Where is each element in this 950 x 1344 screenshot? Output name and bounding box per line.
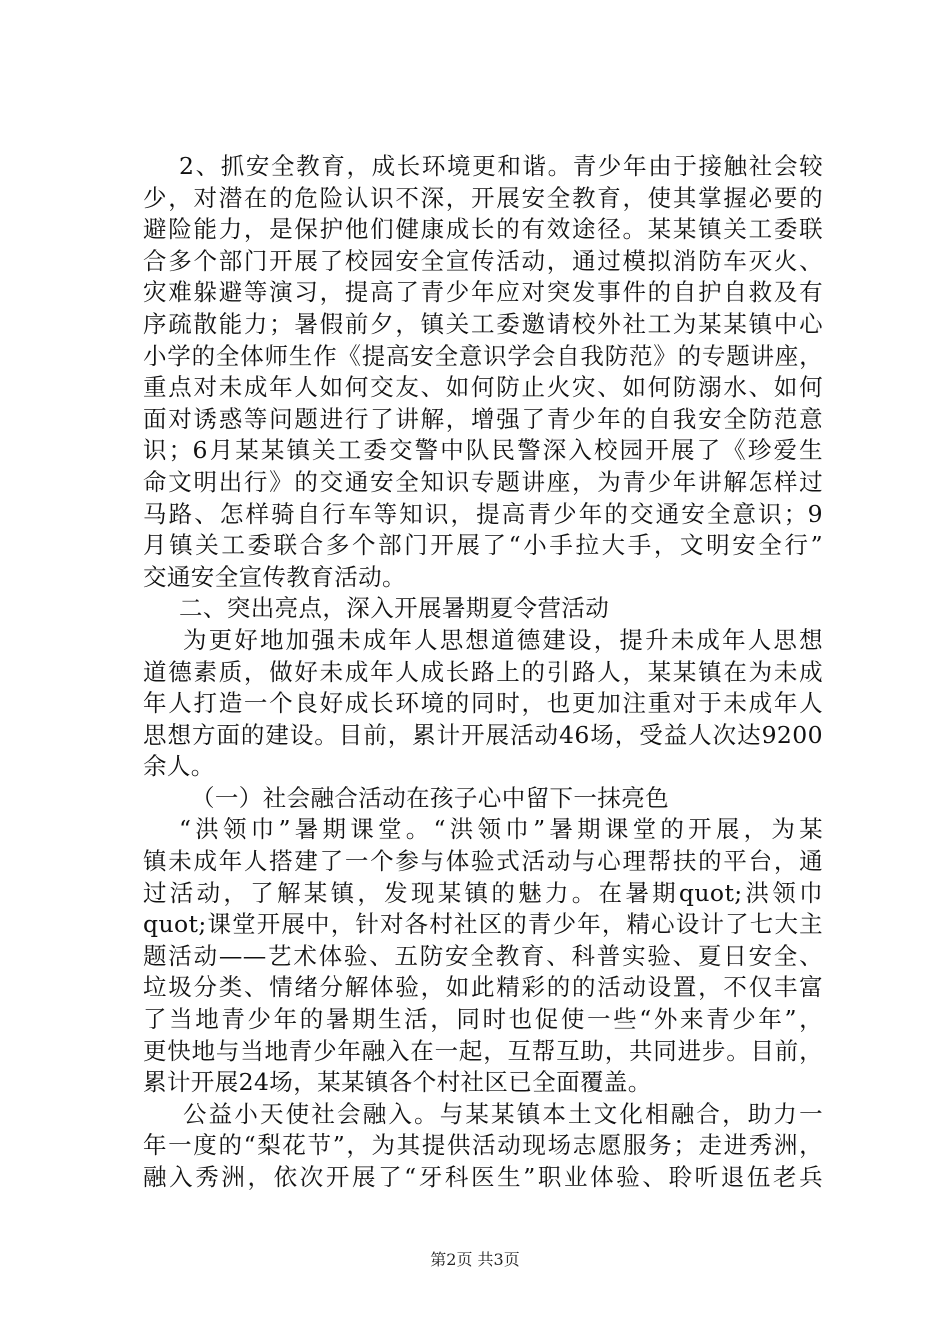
paragraph-line: 融入秀洲，依次开展了“牙科医生”职业体验、聆听退伍老兵 xyxy=(143,1163,823,1191)
paragraph-line: 镇未成年人搭建了一个参与体验式活动与心理帮扶的平台，通 xyxy=(143,847,823,876)
paragraph-line: 2、抓安全教育，成长环境更和谐。青少年由于接触社会较 xyxy=(179,152,823,180)
paragraph-line: 序疏散能力；暑假前夕，镇关工委邀请校外社工为某某镇中心 xyxy=(143,309,823,338)
paragraph-line: 交通安全宣传教育活动。 xyxy=(143,562,406,591)
paragraph-line: 公益小天使社会融入。与某某镇本土文化相融合，助力一 xyxy=(183,1099,823,1128)
paragraph-line: 年一度的“梨花节”，为其提供活动现场志愿服务；走进秀洲， xyxy=(143,1131,823,1160)
page-number-footer: 第2页 共3页 xyxy=(430,1250,520,1269)
paragraph-line: 合多个部门开展了校园安全宣传活动，通过模拟消防车灭火、 xyxy=(143,246,823,275)
paragraph-line: 道德素质，做好未成年人成长路上的引路人，某某镇在为未成 xyxy=(143,657,823,686)
paragraph-line: 马路、怎样骑自行车等知识，提高青少年的交通安全意识；9 xyxy=(143,499,823,528)
paragraph-line: 余人。 xyxy=(143,752,215,781)
paragraph-line: 灾难躲避等演习，提高了青少年应对突发事件的自护自救及有 xyxy=(143,278,823,307)
paragraph-line: 重点对未成年人如何交友、如何防止火灾、如何防溺水、如何 xyxy=(143,373,823,402)
paragraph-line: 垃圾分类、情绪分解体验，如此精彩的的活动设置，不仅丰富 xyxy=(143,973,823,1002)
section-heading: 二、突出亮点，深入开展暑期夏令营活动 xyxy=(179,594,610,623)
paragraph-line: 命文明出行》的交通安全知识专题讲座，为青少年讲解怎样过 xyxy=(143,467,823,496)
paragraph-line: 过活动，了解某镇，发现某镇的魅力。在暑期quot;洪领巾 xyxy=(143,878,823,907)
paragraph-line: 为更好地加强未成年人思想道德建设，提升未成年人思想 xyxy=(183,625,823,654)
paragraph-line: 题活动——艺术体验、五防安全教育、科普实验、夏日安全、 xyxy=(143,941,823,970)
paragraph-line: “洪领巾”暑期课堂。“洪领巾”暑期课堂的开展，为某 xyxy=(179,815,823,844)
paragraph-line: 了当地青少年的暑期生活，同时也促使一些“外来青少年”， xyxy=(143,1005,823,1034)
paragraph-line: 小学的全体师生作《提高安全意识学会自我防范》的专题讲座， xyxy=(143,341,823,370)
paragraph-line: 识；6月某某镇关工委交警中队民警深入校园开展了《珍爱生 xyxy=(143,436,823,465)
paragraph-line: 避险能力，是保护他们健康成长的有效途径。某某镇关工委联 xyxy=(143,215,823,244)
paragraph-line: quot;课堂开展中，针对各村社区的青少年，精心设计了七大主 xyxy=(143,910,823,939)
paragraph-line: 思想方面的建设。目前，累计开展活动46场，受益人次达9200 xyxy=(143,720,823,749)
subsection-heading: （一）社会融合活动在孩子心中留下一抹亮色 xyxy=(191,783,669,812)
body-text xyxy=(143,151,823,1194)
paragraph-line: 累计开展24场，某某镇各个村社区已全面覆盖。 xyxy=(143,1068,652,1097)
paragraph-line: 少，对潜在的危险认识不深，开展安全教育，使其掌握必要的 xyxy=(143,183,823,212)
paragraph-line: 年人打造一个良好成长环境的同时，也更加注重对于未成年人 xyxy=(143,689,823,718)
paragraph-line: 更快地与当地青少年融入在一起，互帮互助，共同进步。目前， xyxy=(143,1036,823,1065)
paragraph-line: 月镇关工委联合多个部门开展了“小手拉大手，文明安全行” xyxy=(143,531,823,560)
paragraph-line: 面对诱惑等问题进行了讲解，增强了青少年的自我安全防范意 xyxy=(143,404,823,433)
